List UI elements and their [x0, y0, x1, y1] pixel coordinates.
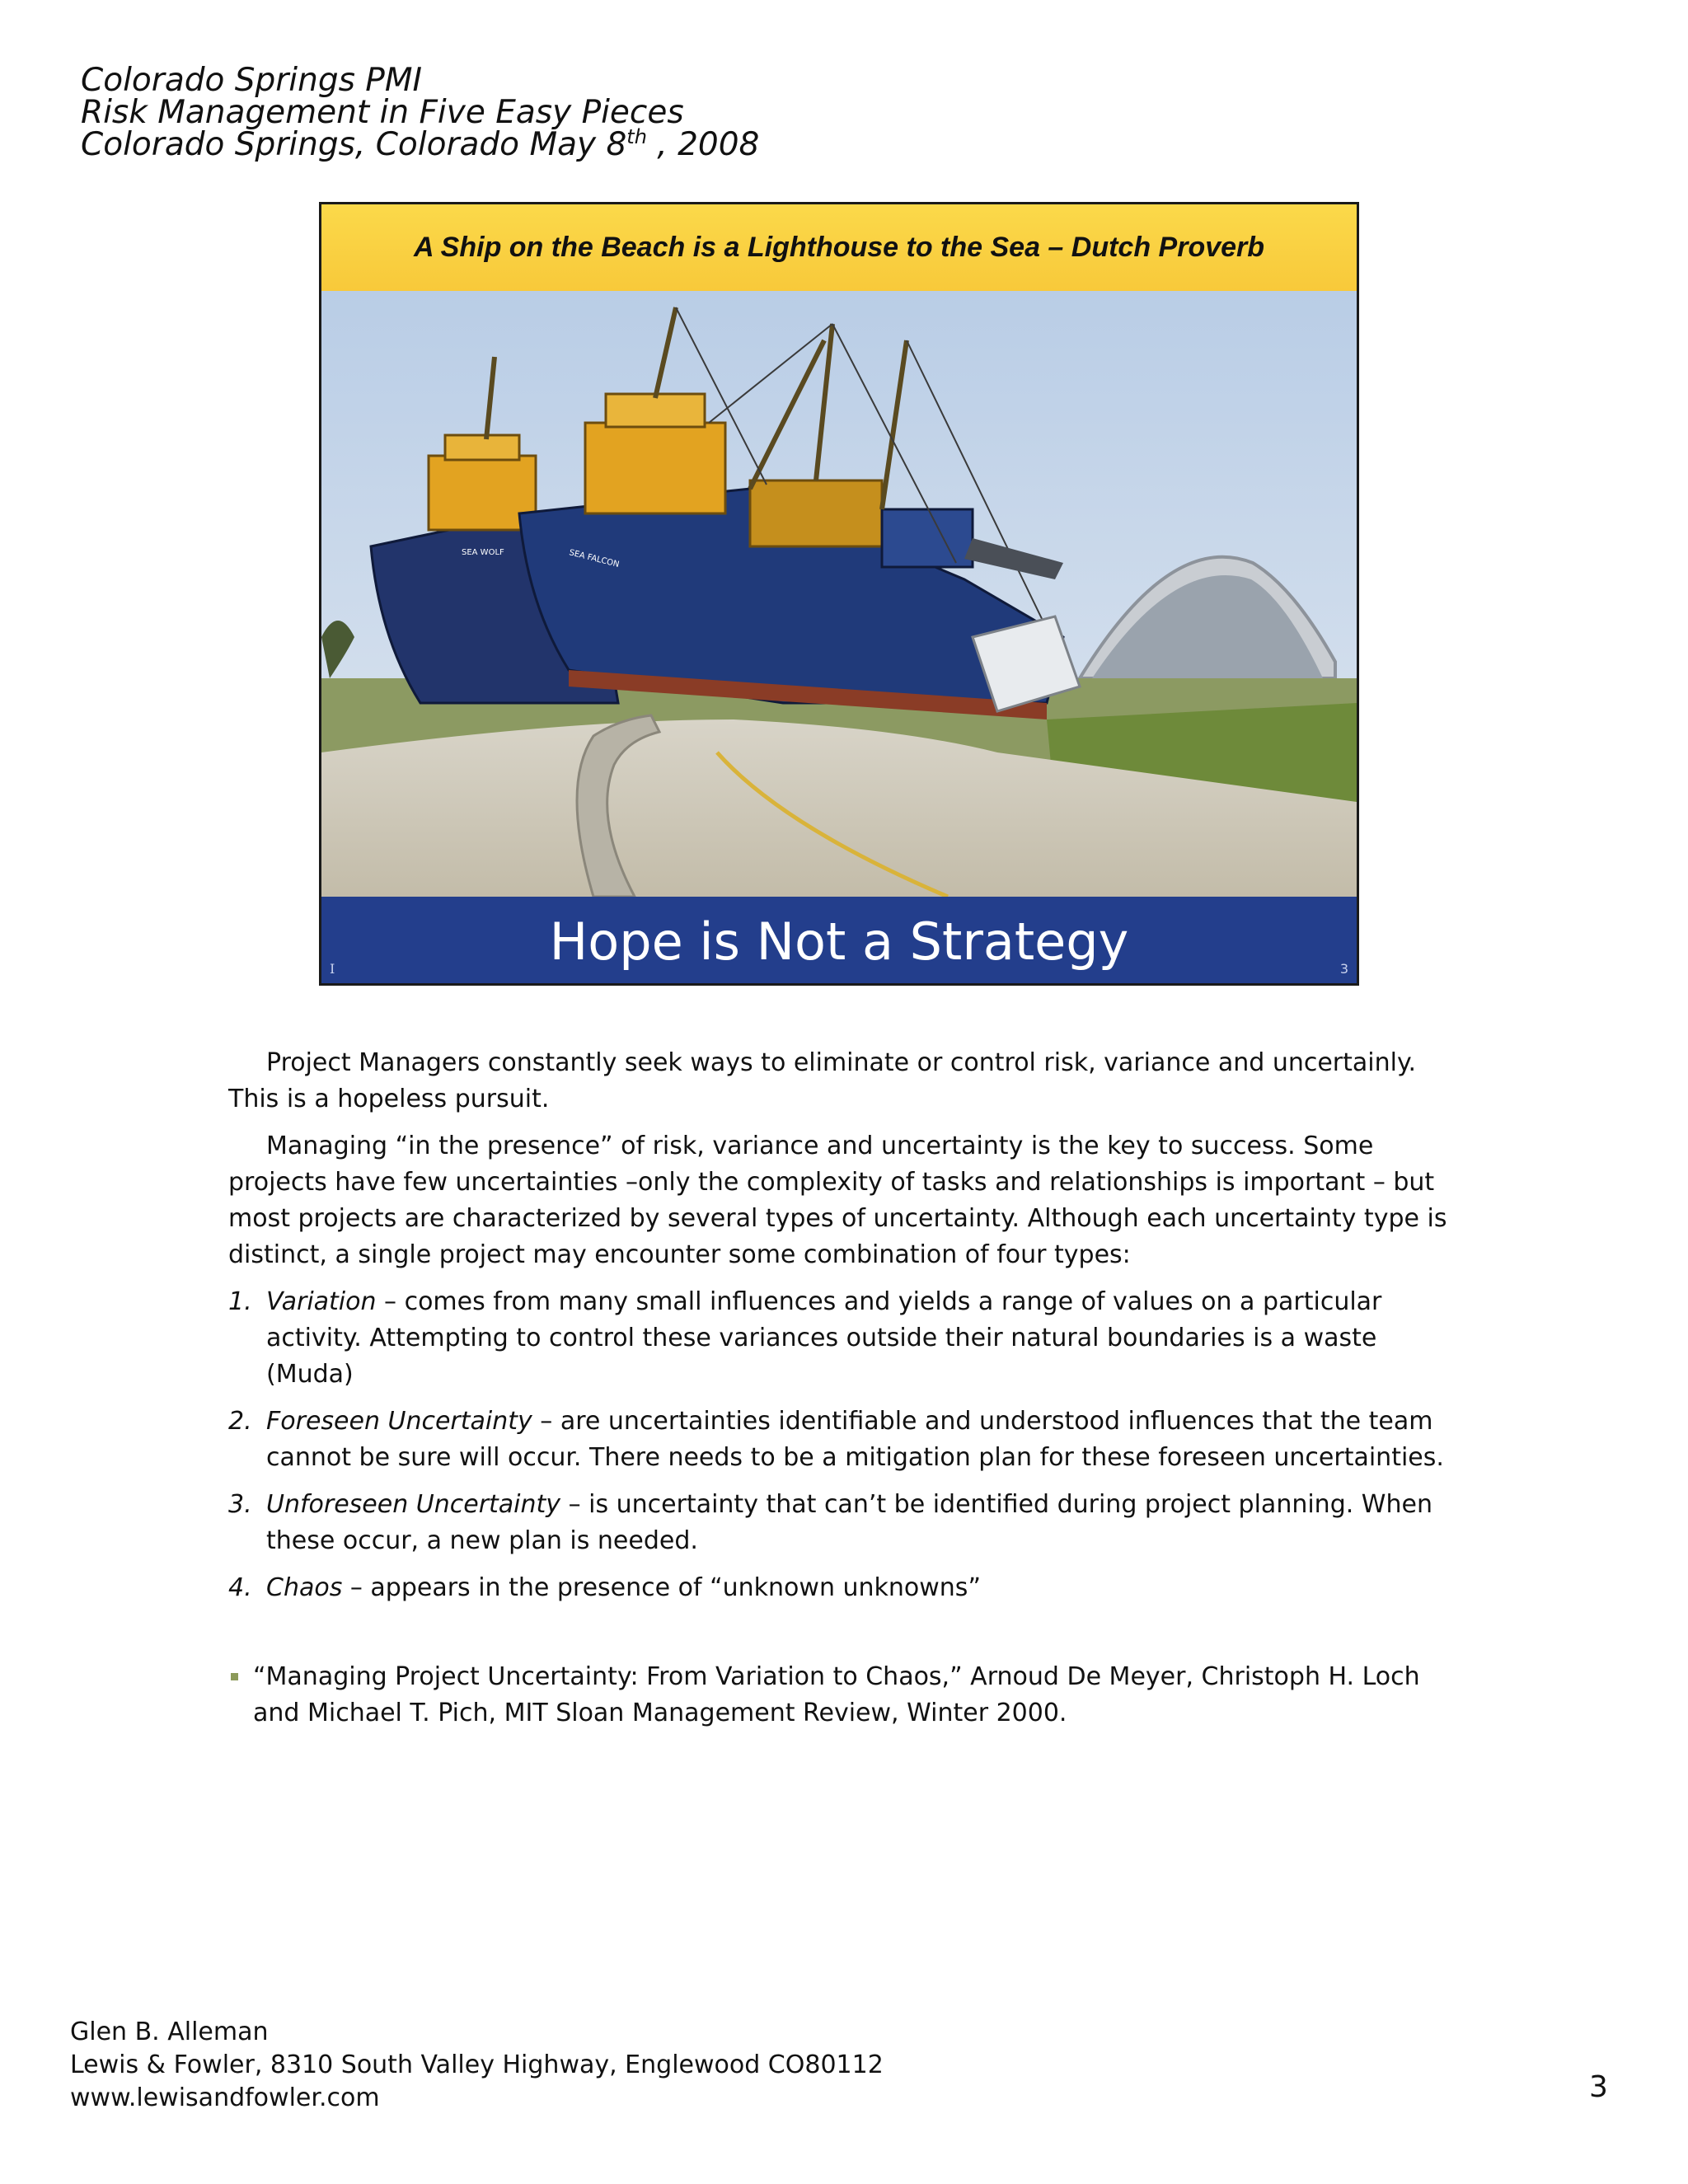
slide-image	[319, 202, 1359, 986]
list-item	[228, 1487, 1465, 1559]
header-line-3	[81, 125, 760, 163]
list-item	[228, 1404, 1465, 1476]
paragraph-1: Project Managers constantly seek ways to eliminate or control risk, variance and uncertainly. This is a hopeless pursuit.	[228, 1048, 1416, 1113]
list-item-term: Foreseen Uncertainty	[266, 1407, 532, 1436]
slide-number: 3	[1339, 961, 1348, 977]
list-item	[228, 1284, 1465, 1393]
slide-tagline-banner: Hope is Not a Strategy	[321, 897, 1357, 986]
ships-on-beach-photo	[321, 291, 1357, 897]
list-item-term: Chaos	[266, 1573, 343, 1602]
list-item-text: – appears in the presence of “unknown unknowns”	[342, 1573, 981, 1602]
document-footer	[70, 2016, 884, 2115]
list-item-number: 4.	[228, 1573, 252, 1602]
header-date-superscript: th	[626, 125, 647, 148]
uncertainty-types-list	[228, 1284, 1465, 1606]
header-line-2: Risk Management in Five Easy Pieces	[81, 94, 684, 131]
list-item-term: Unforeseen Uncertainty	[266, 1490, 561, 1519]
document-body	[228, 1045, 1465, 1732]
ship-sea-wolf-name: SEA WOLF	[462, 548, 504, 557]
list-item	[228, 1570, 1465, 1606]
list-item-number: 3.	[228, 1490, 252, 1519]
square-bullet-icon	[231, 1673, 238, 1680]
paragraph-2: Managing “in the presence” of risk, variance and uncertainty is the key to success. Some projects have few uncertainties –only the complexity of tasks and relationships is important – but most projects are characterized by several types of uncertainty. Although each uncertainty type is distinct, a single project may encounter some combination of four types:	[228, 1132, 1447, 1269]
ship-sea-falcon-name: SEA FALCON	[568, 548, 621, 569]
slide-title-banner: A Ship on the Beach is a Lighthouse to the Sea – Dutch Proverb	[321, 204, 1357, 291]
list-item-number: 2.	[228, 1407, 252, 1436]
list-item-text: – is uncertainty that can’t be identified during project planning. When these occur, a new plan is needed.	[266, 1490, 1432, 1555]
footer-website: www.lewisandfowler.com	[70, 2083, 380, 2112]
list-item-term: Variation	[266, 1287, 377, 1316]
list-item-number: 1.	[228, 1287, 252, 1316]
footer-author: Glen B. Alleman	[70, 2018, 269, 2046]
footer-address: Lewis & Fowler, 8310 South Valley Highway, Englewood CO80112	[70, 2050, 884, 2079]
slide-corner-mark: I	[330, 961, 335, 977]
reference-text: “Managing Project Uncertainty: From Variation to Chaos,” Arnoud De Meyer, Christoph H. Loch and Michael T. Pich, MIT Sloan Management Review, Winter 2000.	[253, 1662, 1420, 1727]
header-date-year: , 2008	[646, 126, 760, 163]
list-item-text: – comes from many small influences and yields a range of values on a particular activity. Attempting to control these variances outside their natural boundaries is a waste (Muda)	[266, 1287, 1382, 1389]
header-line-1: Colorado Springs PMI	[81, 62, 422, 99]
list-item-text: – are uncertainties identifiable and understood influences that the team cannot be sure will occur. There needs to be a mitigation plan for these foreseen uncertainties.	[266, 1407, 1444, 1472]
header-date-text: Colorado Springs, Colorado May 8	[81, 126, 627, 163]
page-number: 3	[1589, 2070, 1608, 2104]
reference-citation	[228, 1659, 1465, 1732]
document-header	[81, 64, 759, 161]
